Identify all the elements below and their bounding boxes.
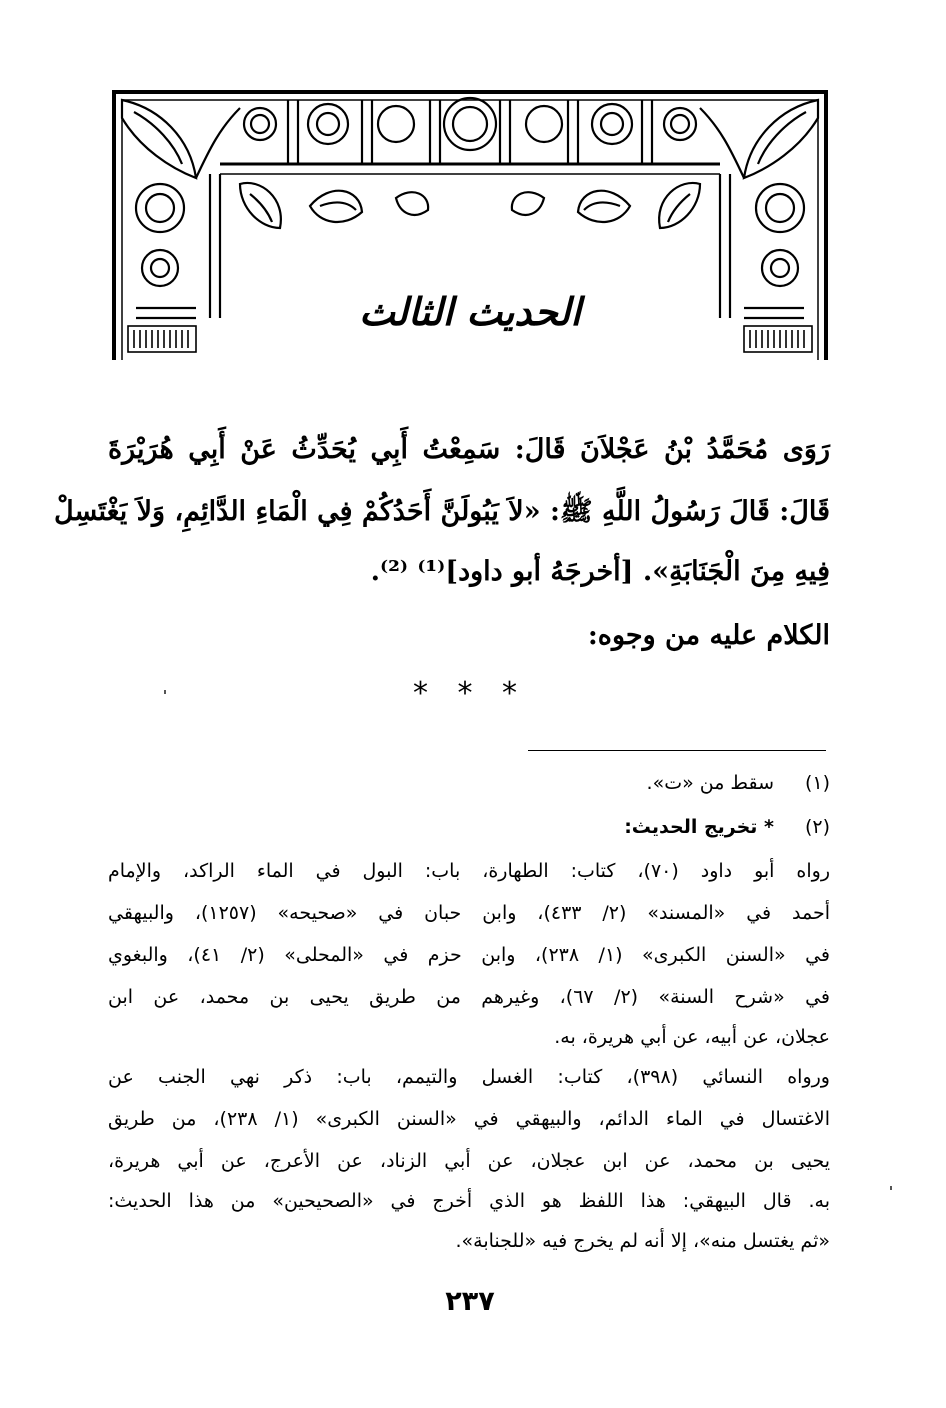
ornament-right-corner bbox=[700, 100, 818, 318]
footnote-line: أحمد في «المسند» (٢/ ٤٣٣)، وابن حبان في «صحيحه» (١٢٥٧)، والبيهقي bbox=[108, 902, 830, 924]
footnote-number-2: (٢) bbox=[804, 816, 830, 838]
page-number: ٢٣٧ bbox=[445, 1286, 495, 1317]
hadith-line-2: قَالَ: قَالَ رَسُولُ اللَّهِ ﷺ: «لاَ يَبُولَنَّ أَحَدُكُمْ فِي الْمَاءِ الدَّائِمِ، وَلاَ يَغْتَسِلْ bbox=[54, 496, 830, 527]
footnote-text-1: سقط من «ت». bbox=[646, 772, 774, 794]
scan-speck bbox=[164, 690, 166, 694]
footnote-line: «ثم يغتسل منه»، إلا أنه لم يخرج فيه «للجنابة». bbox=[455, 1230, 830, 1252]
footnote-line: في «السنن الكبرى» (١/ ٢٣٨)، وابن حزم في «المحلى» (٢/ ٤١)، والبغوي bbox=[108, 944, 831, 966]
section-separator: * * * bbox=[412, 676, 528, 711]
footnote-number-1: (١) bbox=[804, 772, 830, 794]
footnote-line: يحيى بن محمد، عن ابن عجلان، عن أبي الزناد، عن الأعرج، عن أبي هريرة، bbox=[108, 1150, 830, 1172]
footnote-rule bbox=[528, 750, 826, 751]
hadith-line-3: فِيهِ مِنَ الْجَنَابَةِ». [أخرجَهُ أبو داود]⁽¹⁾ ⁽²⁾. bbox=[370, 556, 830, 587]
ornament-left-corner bbox=[122, 100, 240, 318]
ornament-inner-leaves bbox=[240, 183, 700, 228]
footnote-line: ورواه النسائي (٣٩٨)، كتاب: الغسل والتيمم، باب: ذكر نهي الجنب عن bbox=[108, 1066, 830, 1088]
footnote-line: في «شرح السنة» (٢/ ٦٧)، وغيرهم من طريق يحيى بن محمد، عن ابن bbox=[108, 986, 830, 1008]
ornament-top-row bbox=[220, 98, 720, 174]
footnote-line: الاغتسال في الماء الدائم، والبيهقي في «السنن الكبرى» (١/ ٢٣٨)، من طريق bbox=[108, 1108, 830, 1130]
section-heading: الكلام عليه من وجوه: bbox=[587, 620, 830, 651]
hadith-line-1: رَوَى مُحَمَّدُ بْنُ عَجْلاَنَ قَالَ: سَمِعْتُ أَبِي يُحَدِّثُ عَنْ أَبِي هُرَيْرَةَ bbox=[108, 434, 830, 465]
footnote-line: عجلان، عن أبيه، عن أبي هريرة، به. bbox=[554, 1026, 830, 1048]
footnote-line: به. قال البيهقي: هذا اللفظ هو الذي أخرج في «الصحيحين» من هذا الحديث: bbox=[108, 1190, 830, 1212]
footnote-title-2: * تخريج الحديث: bbox=[624, 816, 774, 838]
scan-speck bbox=[890, 1186, 892, 1190]
footnote-line: رواه أبو داود (٧٠)، كتاب: الطهارة، باب: البول في الماء الراكد، والإمام bbox=[108, 860, 830, 882]
page-title: الحديث الثالث bbox=[359, 289, 581, 334]
